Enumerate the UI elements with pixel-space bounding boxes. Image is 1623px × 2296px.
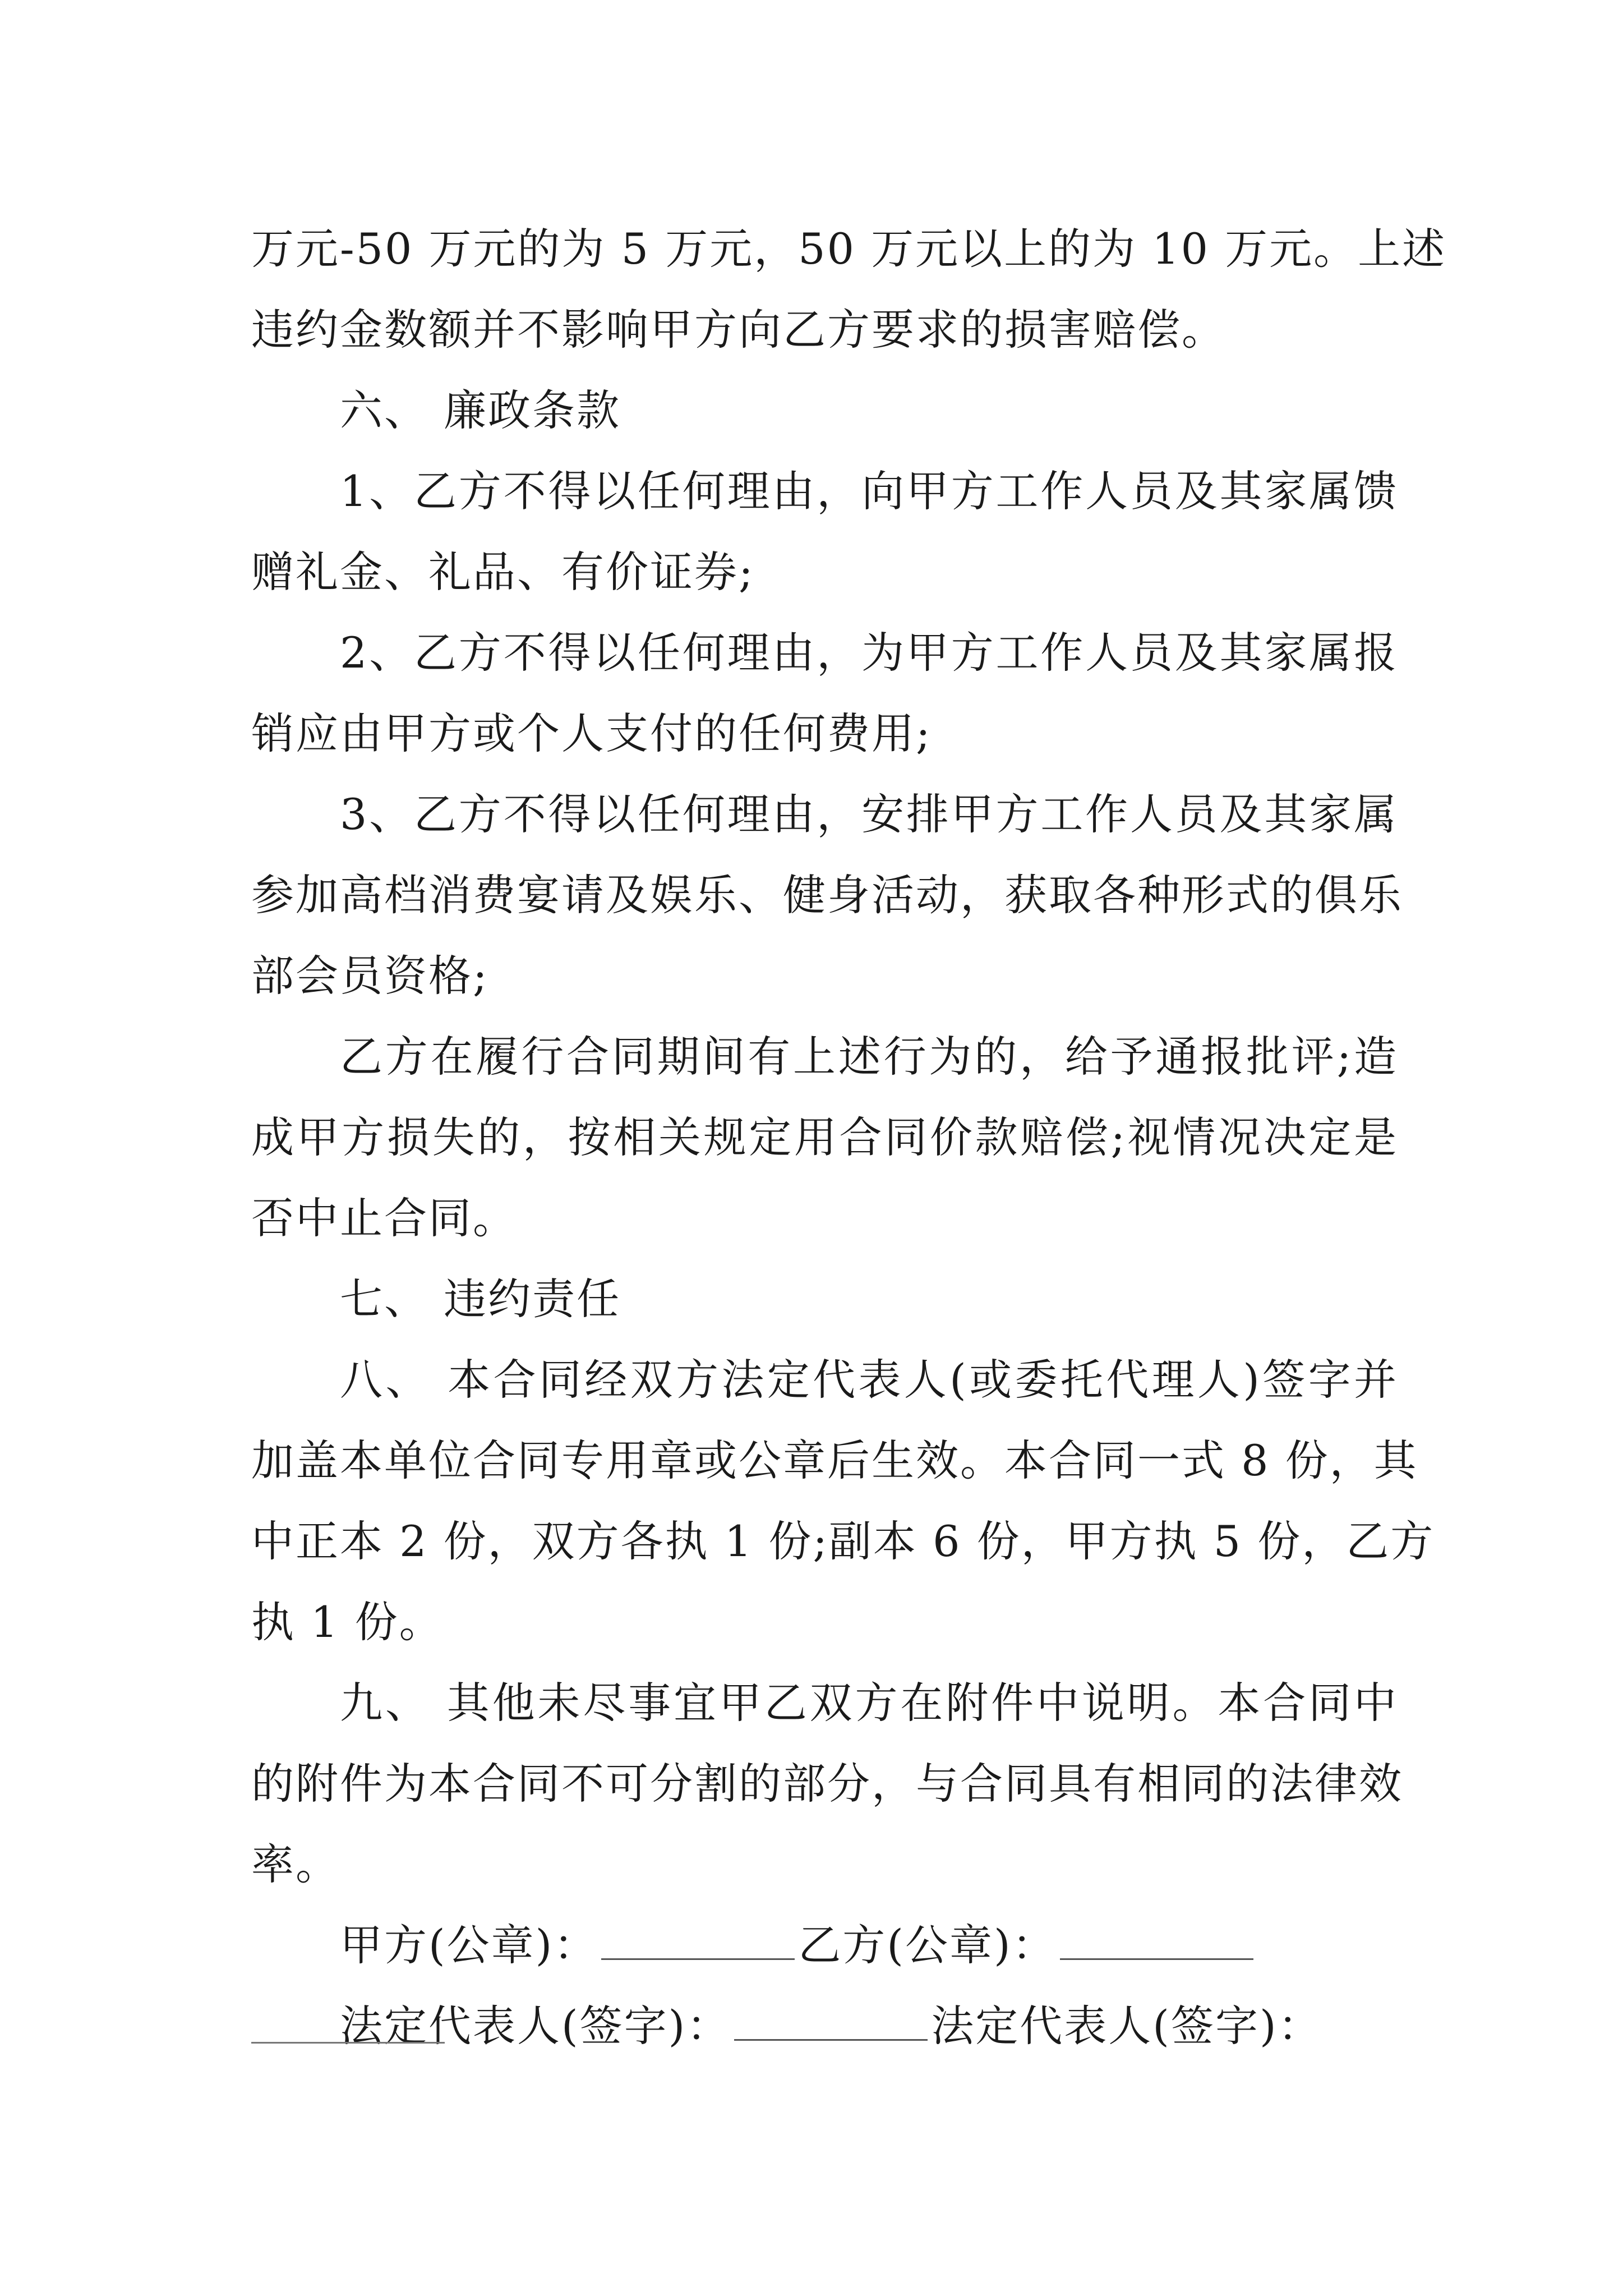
clause-2-line: 2、乙方不得以任何理由，为甲方工作人员及其家属报 [340,628,1398,678]
party-a-rep-blank[interactable] [734,2005,928,2041]
section-heading-six: 六、 廉政条款 [340,385,621,435]
section-eight-line: 八、 本合同经双方法定代表人(或委托代理人)签字并 [340,1355,1398,1405]
clause-3-line: 部会员资格; [251,951,489,1001]
text-line: 万元-50 万元的为 5 万元，50 万元以上的为 10 万元。上述 [251,224,1447,274]
penalty-line: 乙方在履行合同期间有上述行为的，给予通报批评;造 [340,1032,1398,1082]
text-line: 违约金数额并不影响甲方向乙方要求的损害赔偿。 [251,305,1226,355]
section-eight-line: 执 1 份。 [251,1597,444,1647]
section-eight-line: 加盖本单位合同专用章或公章后生效。本合同一式 8 份，其 [251,1435,1418,1485]
party-b-seal-blank[interactable] [1060,1925,1253,1960]
seal-signature-row [251,1905,1398,1986]
party-a-seal-label: 甲方(公章)： [340,1920,598,1970]
contract-body [251,209,1447,2067]
section-eight-line: 中正本 2 份，双方各执 1 份;副本 6 份，甲方执 5 份，乙方 [251,1516,1435,1566]
party-a-seal-blank[interactable] [601,1925,795,1960]
clause-1-line: 赠礼金、礼品、有价证券; [251,547,755,597]
clause-2-line: 销应由甲方或个人支付的任何费用; [251,708,932,758]
representative-signature-row [251,1986,1398,2067]
party-b-rep-label: 法定代表人(签字)： [931,2001,1322,2051]
section-heading-seven: 七、 违约责任 [340,1274,621,1324]
section-nine-line: 九、 其他未尽事宜甲乙双方在附件中说明。本合同中 [340,1678,1398,1728]
clause-3-line: 参加高档消费宴请及娱乐、健身活动，获取各种形式的俱乐 [251,870,1403,920]
section-nine-line: 率。 [251,1839,340,1889]
party-b-seal-label: 乙方(公章)： [798,1920,1057,1970]
penalty-line: 否中止合同。 [251,1193,517,1243]
footnote-divider [251,2042,445,2044]
clause-3-line: 3、乙方不得以任何理由，安排甲方工作人员及其家属 [340,789,1398,839]
clause-1-line: 1、乙方不得以任何理由，向甲方工作人员及其家属馈 [340,466,1398,516]
party-a-rep-label: 法定代表人(签字)： [340,2001,731,2051]
section-nine-line: 的附件为本合同不可分割的部分，与合同具有相同的法律效 [251,1759,1403,1809]
penalty-line: 成甲方损失的，按相关规定用合同价款赔偿;视情况决定是 [251,1112,1398,1162]
